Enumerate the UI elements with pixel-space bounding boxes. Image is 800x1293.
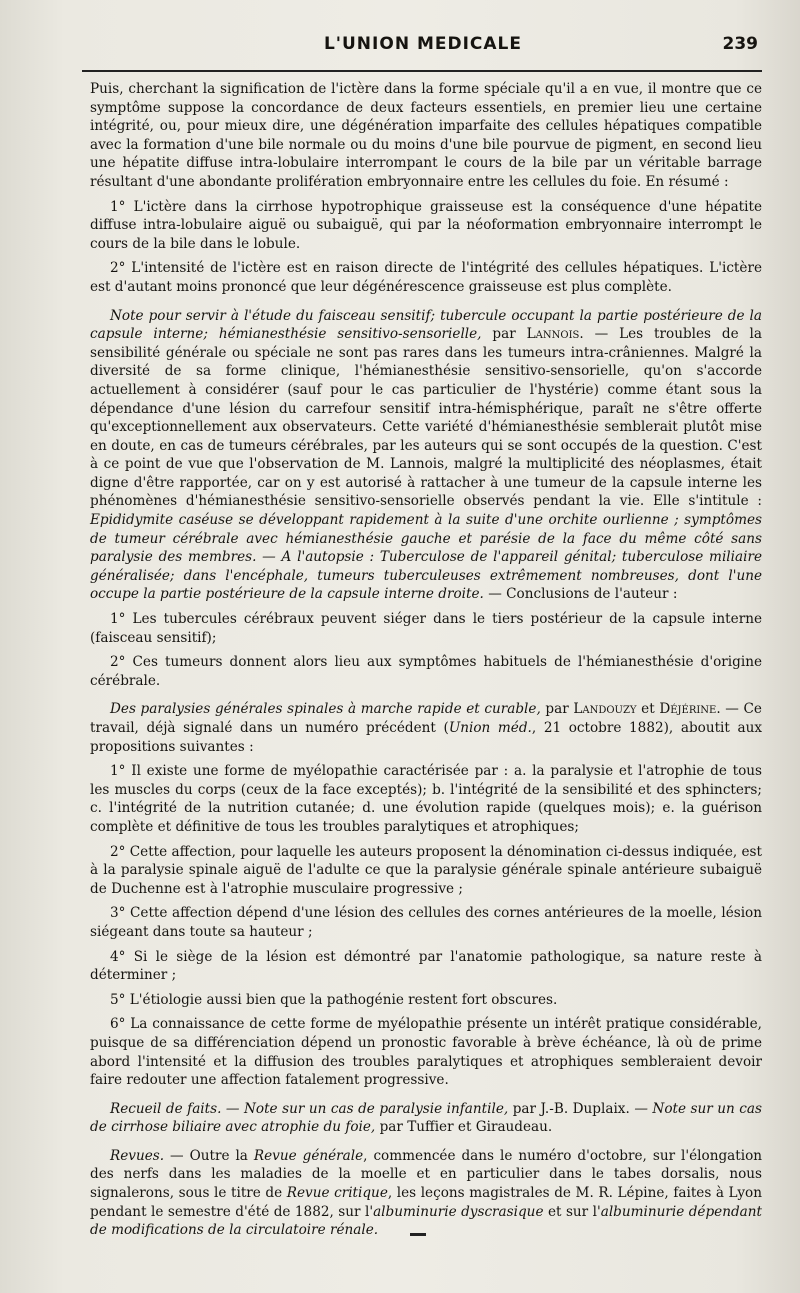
- paralysies-text-a: — Ce travail, déjà signalé dans un numéro précédent (: [90, 701, 762, 736]
- journal-title: L'UNION MEDICALE: [323, 34, 523, 54]
- paralysies-point-3: 3° Cette affection dépend d'une lésion des cellules des cornes antérieures de la moelle, lésion siégeant dans toute sa hauteur ;: [90, 905, 762, 940]
- paralysies-ref: Union méd.: [448, 720, 532, 736]
- paralysies-point-2: 2° Cette affection, pour laquelle les auteurs proposent la dénomination ci-dessus indiquée, est à la paralysie spinale aiguë de l'adulte ce que la paralysie générale spinale antérieure subaiguë de Duchenne est à l'atrophie musculaire progressive ;: [90, 843, 762, 897]
- cirrhosis-intro: Puis, cherchant la signification de l'ictère dans la forme spéciale qu'il a en vue, il montre que ce symptôme suppose la concordance de deux facteurs essentiels, en premier lieu une certaine intégrité, ou, pour mieux dire, une dégénération imparfaite des cellules hépatiques compatible avec la formation d'une bile normale ou du moins d'une bile pourvue de pigment, en second lieu une hépatite diffuse intra-lobulaire interrompant le cours de la bile par un véritable barrage résultant d'une abondante prolifération embryonnaire entre les cellules du foie. En résumé :: [90, 81, 762, 190]
- paralysies-point-1: 1° Il existe une forme de myélopathie caractérisée par : a. la paralysie et l'atrophie de tous les muscles du corps (ceux de la face exceptés); b. l'intégrité de la sensibilité et des sphincters; c. l'intégrité de la nutrition cutanée; d. une évolution rapide (quelques mois); e. la guérison complète et définitive de tous les troubles paralytiques et atrophiques;: [90, 763, 762, 835]
- paralysies-by: par: [545, 701, 569, 718]
- paralysies-author-1: Landouzy: [573, 701, 637, 718]
- paralysies-point-5: 5° L'étiologie aussi bien que la pathogénie restent fort obscures.: [110, 991, 558, 1008]
- revues-note: [90, 1147, 762, 1240]
- revues-italic-3: albuminurie dyscrasique: [373, 1203, 544, 1220]
- revues-italic-2: Revue critique: [286, 1185, 388, 1202]
- lannois-author: Lannois.: [526, 326, 584, 343]
- revues-text-2: , commencée dans le numéro d'octobre, sur l'élongation des nerfs dans les maladies de la moelle et en particulier dans le tabes dorsalis, nous signalerons, sous le titre de: [90, 1147, 763, 1202]
- cirrhosis-point-1: 1° L'ictère dans la cirrhose hypotrophique graisseuse est la conséquence d'une hépatite diffuse intra-lobulaire aiguë ou subaiguë, qui par la néoformation embryonnaire interrompt le cours de la bile dans le lobule.: [90, 198, 762, 252]
- lannois-case-title: Epididymite caséuse se développant rapidement à la suite d'une orchite ourlienne ; symptômes de tumeur cérébrale avec hémianesthésie gauche et parésie de la face du même côté sans paralysie des membres. — A l'autopsie : Tuberculose de l'appareil génital; tuberculose miliaire généralisée; dans l'encéphale, tumeurs tuberculeuses extrêmement nombreuses, dont l'une occupe la partie postérieure de la capsule interne droite.: [90, 512, 762, 603]
- lannois-text: — Les troubles de la sensibilité générale ou spéciale ne sont pas rares dans les tumeurs intra-crâniennes. Malgré la diversité de sa forme clinique, l'hémianesthésie sensitivo-sensorielle, qu'on s'accorde actuellement à considérer (sauf pour le cas particulier de l'hystérie) comme étant sous la dépendance d'une lésion du carrefour sensitif intra-hémisphérique, paraît ne s'être offerte qu'exceptionnellement aux observateurs. Cette variété d'hémianesthésie semblerait plutôt mise en doute, en cas de tumeurs cérébrales, par les auteurs qui se sont occupés de la question. C'est à ce point de vue que l'observation de M. Lannois, malgré la multiplicité des néoplasmes, était digne d'être rapportée, car on y est autorisé à rattacher à une tumeur de la capsule interne les phénomènes d'hémianesthésie sensitivo-sensorielle observés pendant la vie. Elle s'intitule :: [90, 326, 763, 510]
- paralysies-text-b: , 21 octobre 1882), aboutit aux propositions suivantes :: [90, 720, 762, 755]
- revues-text-4: et sur l': [547, 1203, 601, 1220]
- page-header: [88, 34, 758, 66]
- recueil-by-1: par J.-B. Duplaix.: [512, 1100, 630, 1117]
- header-rule: [82, 70, 762, 72]
- paralysies-title: Des paralysies générales spinales à marche rapide et curable,: [110, 701, 541, 718]
- revues-text-1: — Outre la: [170, 1147, 248, 1164]
- lannois-note: [90, 307, 762, 605]
- recueil-title-2: — Note sur un cas de cirrhose biliaire avec atrophie du foie,: [90, 1100, 762, 1136]
- recueil-by-2: par Tuffier et Giraudeau.: [379, 1119, 553, 1136]
- revues-italic-1: Revue générale: [253, 1147, 364, 1164]
- cirrhosis-point-2: 2° L'intensité de l'ictère est en raison directe de l'intégrité des cellules hépatiques. L'ictère est d'autant moins prononcé que leur dégénérescence graisseuse est plus complète.: [90, 260, 762, 295]
- lannois-point-2: 2° Ces tumeurs donnent alors lieu aux symptômes habituels de l'hémianesthésie d'origine cérébrale.: [90, 654, 762, 689]
- revues-lead: Revues.: [110, 1147, 165, 1164]
- paralysies-point-6: 6° La connaissance de cette forme de myélopathie présente un intérêt pratique considérable, puisque de sa différenciation dépend un pronostic favorable à brève échéance, là où de prime abord l'intensité et la diffusion des troubles paralytiques et atrophiques sembleraient devoir faire redouter une affection fatalement progressive.: [90, 1016, 762, 1089]
- revues-italic-4: albuminurie dépendant de modifications de la circulatoire rénale.: [90, 1203, 763, 1239]
- article-body: [90, 80, 762, 1246]
- paralysies-and: et: [641, 701, 655, 718]
- revues-text-3: , les leçons magistrales de M. R. Lépine, faites à Lyon pendant le semestre d'été de 1882, sur l': [90, 1185, 762, 1220]
- lannois-by: par: [492, 326, 516, 343]
- paralysies-note: [90, 700, 762, 756]
- lannois-title: Note pour servir à l'étude du faisceau sensitif; tubercule occupant la partie postérieure de la capsule interne; hémianesthésie sensitivo-sensorielle,: [90, 307, 762, 343]
- lannois-conclusions-lead: — Conclusions de l'auteur :: [488, 586, 678, 603]
- page-number: 239: [722, 34, 758, 54]
- paralysies-point-4: 4° Si le siège de la lésion est démontré par l'anatomie pathologique, sa nature reste à déterminer ;: [90, 948, 762, 984]
- recueil-note: [90, 1100, 762, 1137]
- paralysies-author-2: Déjérine.: [659, 701, 721, 718]
- recueil-title: Recueil de faits. — Note sur un cas de paralysie infantile,: [110, 1100, 509, 1117]
- section-end-mark: [410, 1233, 426, 1236]
- lannois-point-1: 1° Les tubercules cérébraux peuvent siéger dans le tiers postérieur de la capsule interne (faisceau sensitif);: [90, 611, 762, 646]
